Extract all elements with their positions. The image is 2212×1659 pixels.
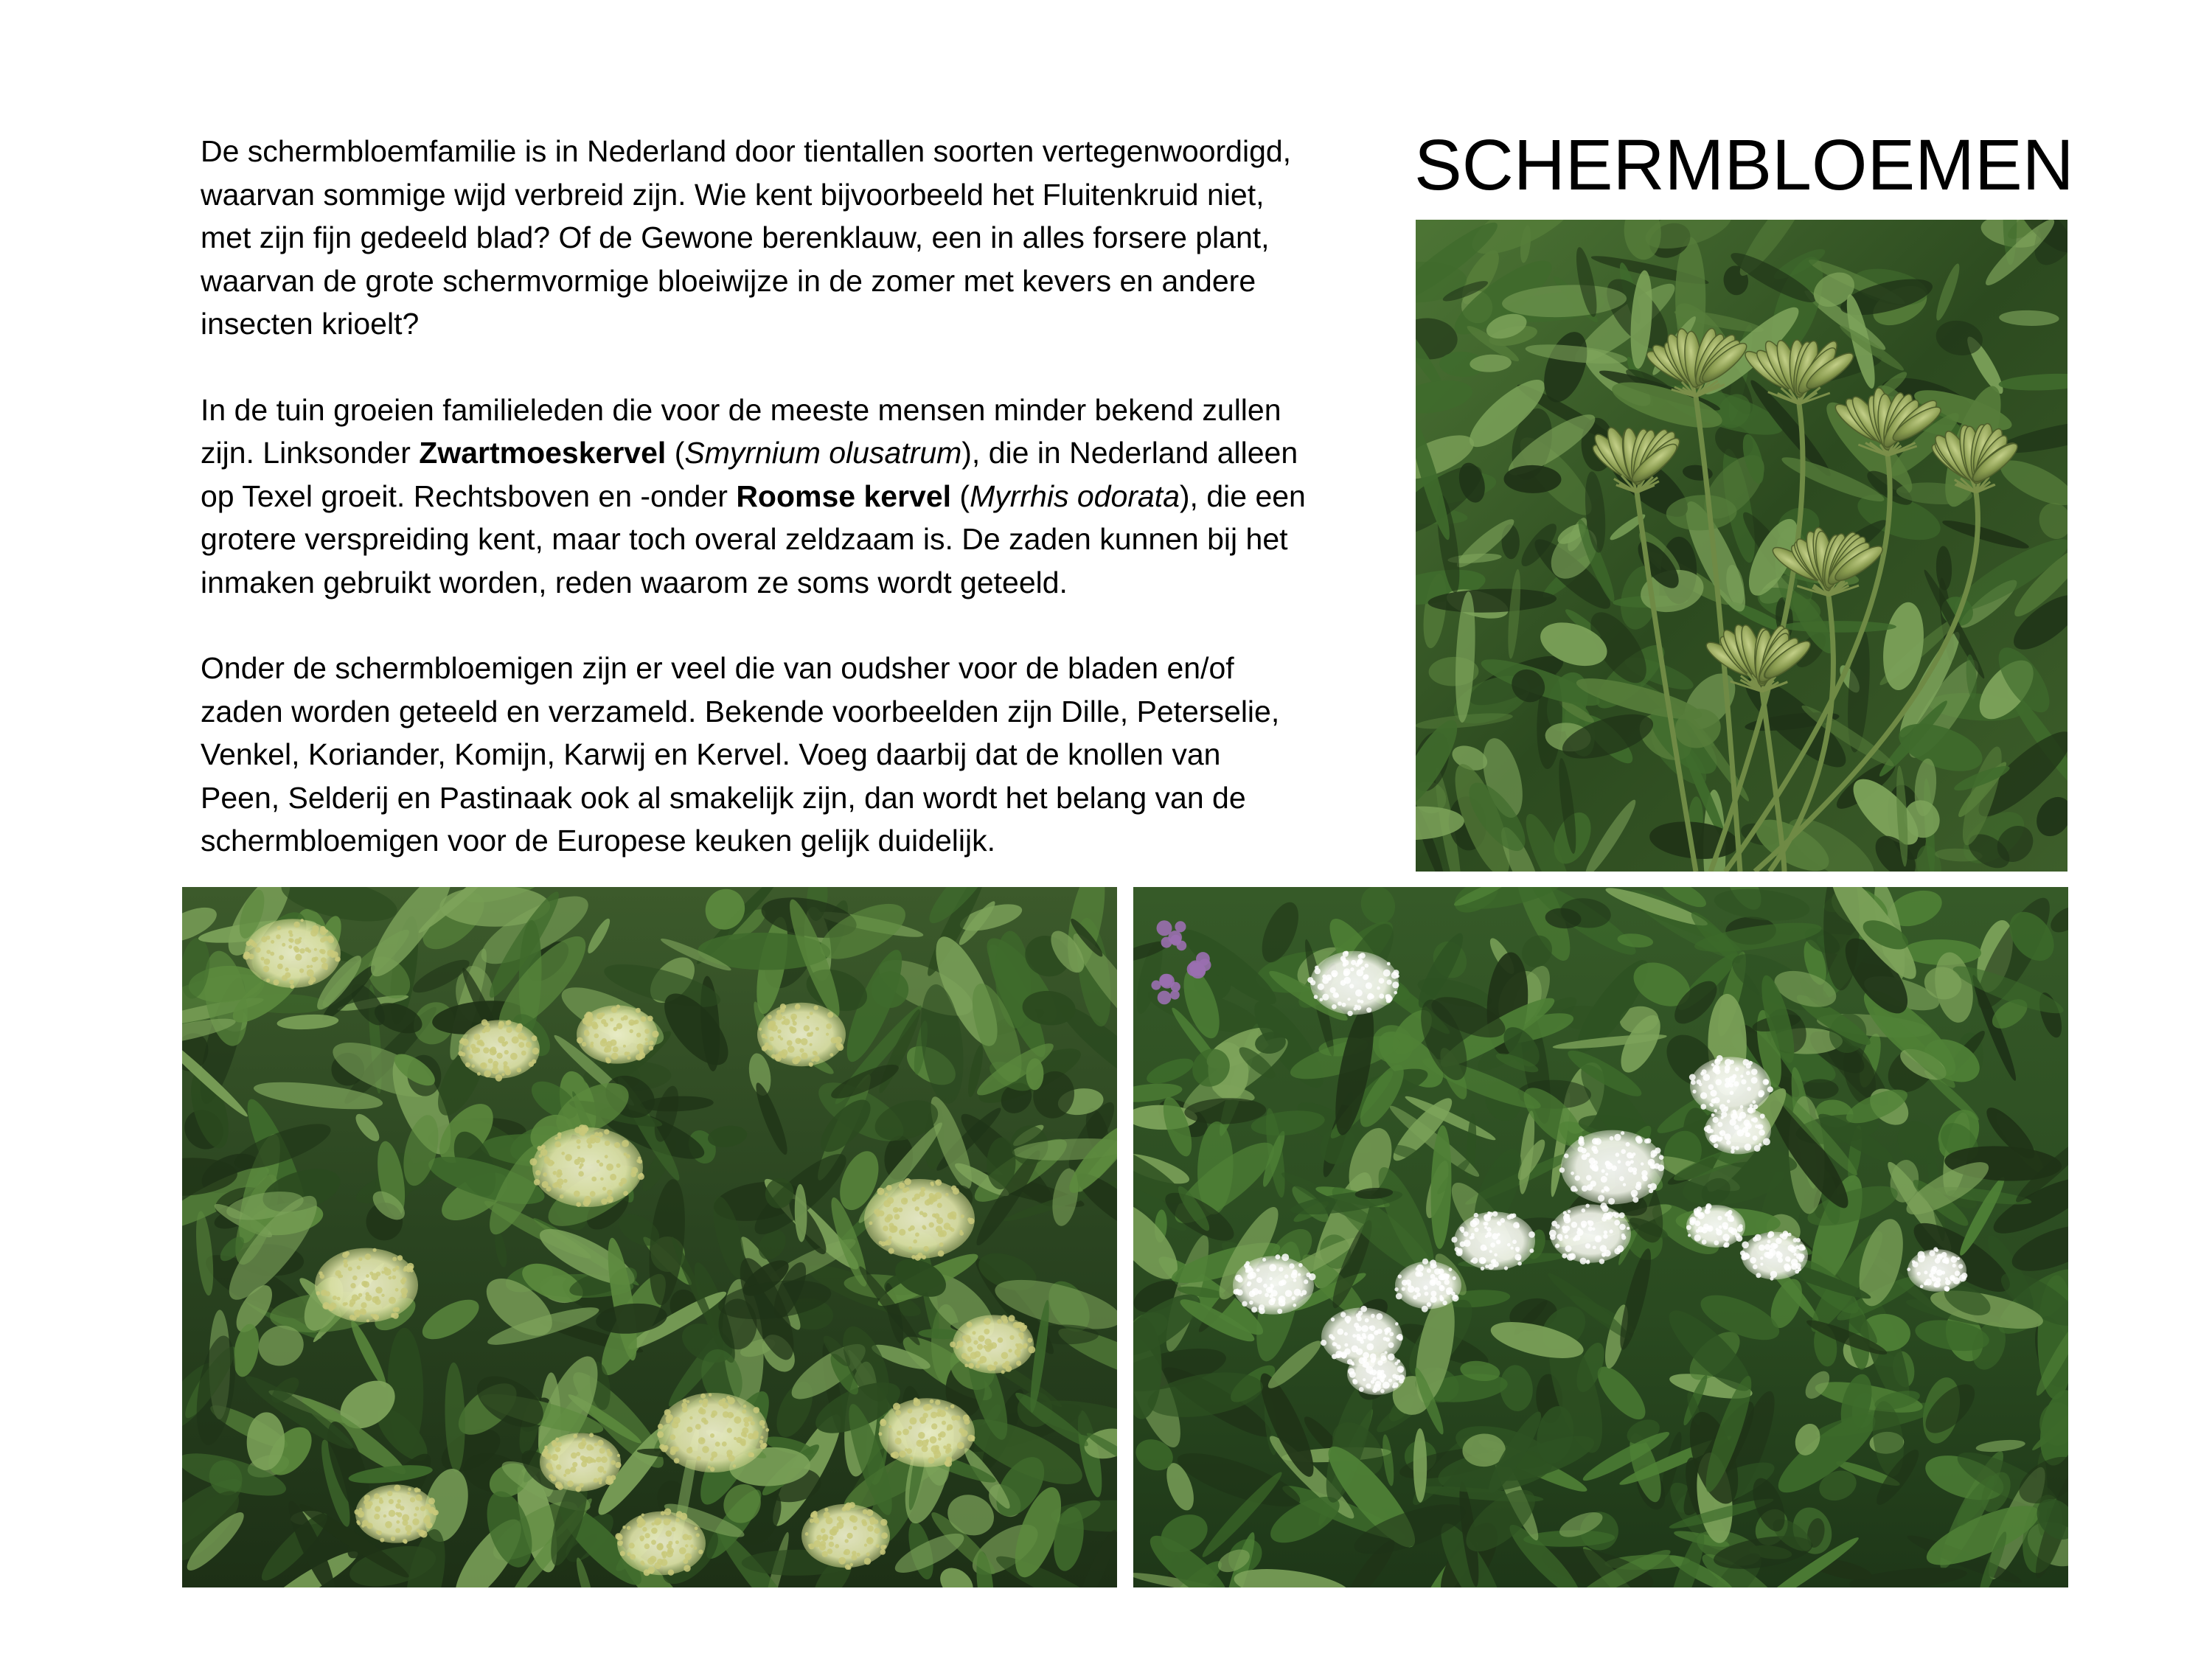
- text-run: grotere verspreiding kent, maar toch overal zeldzaam is. De zaden kunnen bij het: [201, 522, 1288, 556]
- text-run: schermbloemigen voor de Europese keuken gelijk duidelijk.: [201, 824, 995, 858]
- text-line: [201, 173, 1410, 217]
- text-run: zijn. Linksonder: [201, 436, 420, 470]
- text-run: op Texel groeit. Rechtsboven en -onder: [201, 479, 737, 513]
- text-run: (: [951, 479, 970, 513]
- species-name: Roomse kervel: [736, 479, 952, 513]
- text-line: [201, 733, 1410, 776]
- text-line: [201, 302, 1410, 346]
- text-line: [201, 130, 1410, 173]
- text-run: waarvan de grote schermvormige bloeiwijze in de zomer met kevers en andere: [201, 263, 1256, 298]
- text-line: [201, 216, 1410, 260]
- text-line: [201, 475, 1410, 518]
- text-line: [201, 647, 1410, 690]
- text-line: [201, 518, 1410, 561]
- paragraph-3: [201, 647, 1410, 863]
- white-umbel-photo: [1133, 887, 2068, 1587]
- text-line: [201, 561, 1410, 605]
- scientific-name: Smyrnium olusatrum: [684, 436, 962, 470]
- intro-text: [201, 130, 1410, 863]
- scientific-name: Myrrhis odorata: [970, 479, 1180, 513]
- text-line: [201, 819, 1410, 863]
- text-run: ), die in Nederland alleen: [961, 436, 1298, 470]
- text-run: Venkel, Koriander, Komijn, Karwij en Kervel. Voeg daarbij dat de knollen van: [201, 737, 1221, 771]
- text-run: Onder de schermbloemigen zijn er veel die van oudsher voor de bladen en/of: [201, 651, 1234, 685]
- text-run: ), die een: [1179, 479, 1306, 513]
- text-run: met zijn fijn gedeeld blad? Of de Gewone berenklauw, een in alles forsere plant,: [201, 220, 1270, 254]
- seed-head-photo: [1416, 220, 2067, 872]
- text-run: waarvan sommige wijd verbreid zijn. Wie kent bijvoorbeeld het Fluitenkruid niet,: [201, 177, 1265, 212]
- text-line: [201, 690, 1410, 734]
- paragraph-2: [201, 389, 1410, 605]
- text-line: [201, 776, 1410, 820]
- text-run: Peen, Selderij en Pastinaak ook al smakelijk zijn, dan wordt het belang van de: [201, 780, 1246, 815]
- text-line: [201, 260, 1410, 303]
- text-run: (: [666, 436, 685, 470]
- species-name: Zwartmoeskervel: [419, 436, 667, 470]
- paragraph-1: [201, 130, 1410, 346]
- text-run: inmaken gebruikt worden, reden waarom ze soms wordt geteeld.: [201, 565, 1068, 599]
- text-run: In de tuin groeien familieleden die voor de meeste mensen minder bekend zullen: [201, 392, 1281, 427]
- yellow-umbel-photo: [182, 887, 1117, 1587]
- text-line: [201, 389, 1410, 432]
- text-line: [201, 431, 1410, 475]
- text-run: zaden worden geteeld en verzameld. Bekende voorbeelden zijn Dille, Peterselie,: [201, 694, 1280, 728]
- text-run: De schermbloemfamilie is in Nederland door tientallen soorten vertegenwoordigd,: [201, 134, 1292, 168]
- page-title: SCHERMBLOEMEN: [1414, 125, 2074, 205]
- text-run: insecten krioelt?: [201, 307, 420, 341]
